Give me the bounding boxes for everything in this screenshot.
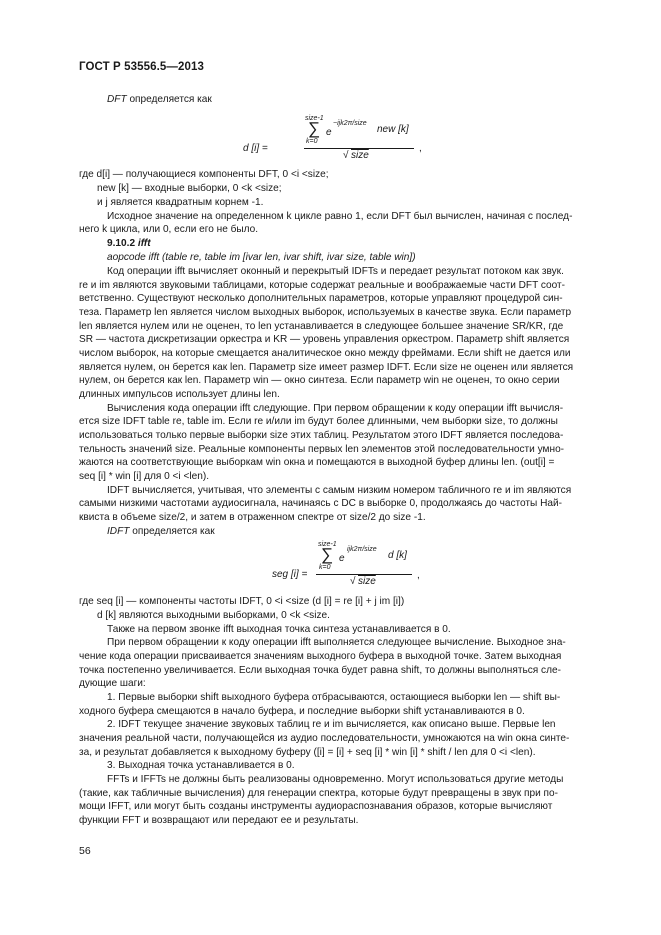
- section-number: 9.10.2: [107, 238, 136, 249]
- idft-intro-line: [107, 525, 215, 538]
- step-1-line: ходного буфера смещаются в начало буфера, и последние выборки shift устанавливаются в 0.: [79, 706, 525, 717]
- para-calc-line: Вычисления кода операции ifft следующие. При первом обращении к коду операции ifft вычисля-: [107, 403, 564, 414]
- where2-line-1: где seq [i] — компоненты частоты IDFT, 0 <i <size (d [i] = re [i] + j im [i]): [79, 596, 405, 607]
- dft-sum-sign: ∑: [308, 119, 321, 138]
- step-2-line: 2. IDFT текущее значение звуковых таблиц re и im вычисляется, как описано выше. Первые len: [107, 719, 556, 730]
- idft-fraction-bar: [316, 574, 412, 575]
- para-code-line: SR — частота дискретизации оркестра и KR — уровень управления оркестром. Параметр shift является: [79, 334, 570, 345]
- dft-fraction-bar: [304, 148, 414, 149]
- where1-line-1: где d[i] — получающиеся компоненты DFT, 0 <i <size;: [79, 169, 329, 180]
- idft-formula-lhs: seg [i] =: [272, 569, 308, 580]
- dft-factor: new [k]: [377, 124, 409, 135]
- section-name: ifft: [137, 238, 151, 249]
- para-code-line: нулем, он берется как len. Параметр win — окно синтеза. Если параметр win не оценен, то окно серии: [79, 375, 560, 386]
- para-code-line: re и im являются звуковыми таблицами, которые содержат реальные и воображаемые части DFT соот-: [79, 280, 566, 291]
- para-ffts-line: мощи IFFT, или могут быть созданы инструменты аудиораспознавания образов, которые вычисляют: [79, 801, 553, 812]
- dft-sum-lower: k=0: [306, 138, 318, 145]
- para-calc-line: жаются на соответствующие выборкам win окна и помещаются в выходной буфер длины len. (out[i] =: [79, 457, 555, 468]
- idft-factor: d [k]: [388, 550, 407, 561]
- para-idft-line: самыми низкими частотами аудиосигнала, начинаясь с DC в выборке 0, продолжаясь до частоты Най-: [79, 498, 562, 509]
- step-1-line: 1. Первые выборки shift выходного буфера отбрасываются, остающиеся выборки len — shift вы-: [107, 692, 561, 703]
- idft-sum-upper: size-1: [318, 541, 337, 548]
- dft-term: DFT: [107, 94, 127, 105]
- para-final-line: Также на первом звонке ifft выходная точка синтеза устанавливается в 0.: [107, 624, 451, 635]
- idft-sum-sign: ∑: [321, 545, 334, 564]
- para-idft-line: квиста в объеме size/2, и затем в отраженном спектре от size/2 до size -1.: [79, 512, 426, 523]
- para-ffts-line: (такие, как табличные вычисления) для генерации спектра, которые будут превращены в звук при по-: [79, 788, 558, 799]
- para-code-line: len является нулем или не оценен, то len устанавливается в следующее большее значение SR/KR, где: [79, 321, 564, 332]
- idft-intro-text: определяется как: [132, 526, 215, 537]
- idft-sqrt-sign: √: [350, 576, 356, 587]
- where1-line-2: new [k] — входные выборки, 0 <k <size;: [97, 183, 282, 194]
- dft-intro-line: [107, 93, 212, 106]
- para-ffts-line: FFTs и IFFTs не должны быть реализованы одновременно. Могут использоваться другие методы: [107, 774, 564, 785]
- idft-sum-lower: k=0: [319, 564, 331, 571]
- para-initial-line-2: него k цикла, или 0, если его не было.: [79, 224, 259, 235]
- step-2-line: за, и результат добавляется к выходному буферу ([i] = [i] + seq [i] * win [i] * shift / len для 0 <i <len).: [79, 747, 536, 758]
- dft-exponent: −ijk2π/size: [333, 120, 367, 127]
- idft-denominator: size: [358, 576, 376, 587]
- para-final-line: точка постепенно увеличивается. Если выходная точка будет равна shift, то должны выполняться сле-: [79, 665, 561, 676]
- para-idft-line: IDFT вычисляется, учитывая, что элементы с самым низким номером табличного re и im являются: [107, 485, 572, 496]
- para-code-line: ветственно. Существуют несколько дополнительных параметров, которые управляют процедурой син-: [79, 293, 563, 304]
- document-header: ГОСТ Р 53556.5—2013: [79, 61, 204, 73]
- section-heading: [107, 237, 151, 250]
- para-calc-line: seq [i] * win [i] для 0 <i <len).: [79, 471, 210, 482]
- para-final-line: чение кода операции присваивается значениям выходного буфера в выходной точке. Затем выходная: [79, 651, 562, 662]
- para-code-line: Код операции ifft вычисляет оконный и перекрытый IDFTs и передает результат потоком как звук.: [107, 266, 564, 277]
- dft-sum-upper: size-1: [305, 115, 324, 122]
- step-3-line: 3. Выходная точка устанавливается в 0.: [107, 760, 295, 771]
- idft-exp-base: e: [339, 553, 345, 564]
- para-code-line: числом выборок, на которые смещается аналитическое окно между фреймами. Если shift не дается или: [79, 348, 571, 359]
- dft-intro-text: определяется как: [129, 94, 212, 105]
- para-calc-line: использоваться только первые выборки size этих таблиц. Результатом этого IDFT является последова-: [79, 430, 564, 441]
- where1-line-3: и j является квадратным корнем -1.: [97, 197, 264, 208]
- where2-line-2: d [k] являются выходными выборками, 0 <k <size.: [97, 610, 330, 621]
- para-code-line: является нулем, он берется как len. Параметр size имеет размер IDFT. Если size не оценен или является: [79, 362, 574, 373]
- idft-exponent: ijk2π/size: [347, 546, 377, 553]
- para-calc-line: ется size IDFT table re, table im. Если re и/или im будут более длинными, чем выборки size, то должны: [79, 416, 558, 427]
- idft-term: IDFT: [107, 526, 130, 537]
- dft-formula-lhs: d [i] =: [243, 143, 268, 154]
- para-final-line: дующие шаги:: [79, 678, 146, 689]
- dft-sqrt-sign: √: [343, 150, 349, 161]
- step-2-line: значения реальной части, получающейся из аудио последовательности, умножаются на win окна синте-: [79, 733, 570, 744]
- para-code-line: длинных импульсов использует длины len.: [79, 389, 280, 400]
- para-calc-line: тельность значений size. Реальные компоненты первых len элементов этой последовательности умно-: [79, 444, 565, 455]
- dft-exp-base: e: [326, 127, 332, 138]
- dft-denominator: size: [351, 150, 369, 161]
- para-code-line: теза. Параметр len является числом выходных выборок, используемых в качестве звука. Если параметр: [79, 307, 572, 318]
- para-initial-line-1: Исходное значение на определенном k цикле равно 1, если DFT был вычислен, начиная с послед-: [107, 211, 573, 222]
- dft-comma: ,: [419, 143, 422, 154]
- aopcode-signature: aopcode ifft (table re, table im [ivar len, ivar shift, ivar size, table win]): [107, 252, 416, 263]
- para-ffts-line: функции FFT и возвращают или передают ее и результаты.: [79, 815, 359, 826]
- idft-comma: ,: [417, 570, 420, 581]
- para-final-line: При первом обращении к коду операции ifft выполняется следующее вычисление. Выходное зна-: [107, 637, 566, 648]
- page-number: 56: [79, 845, 91, 857]
